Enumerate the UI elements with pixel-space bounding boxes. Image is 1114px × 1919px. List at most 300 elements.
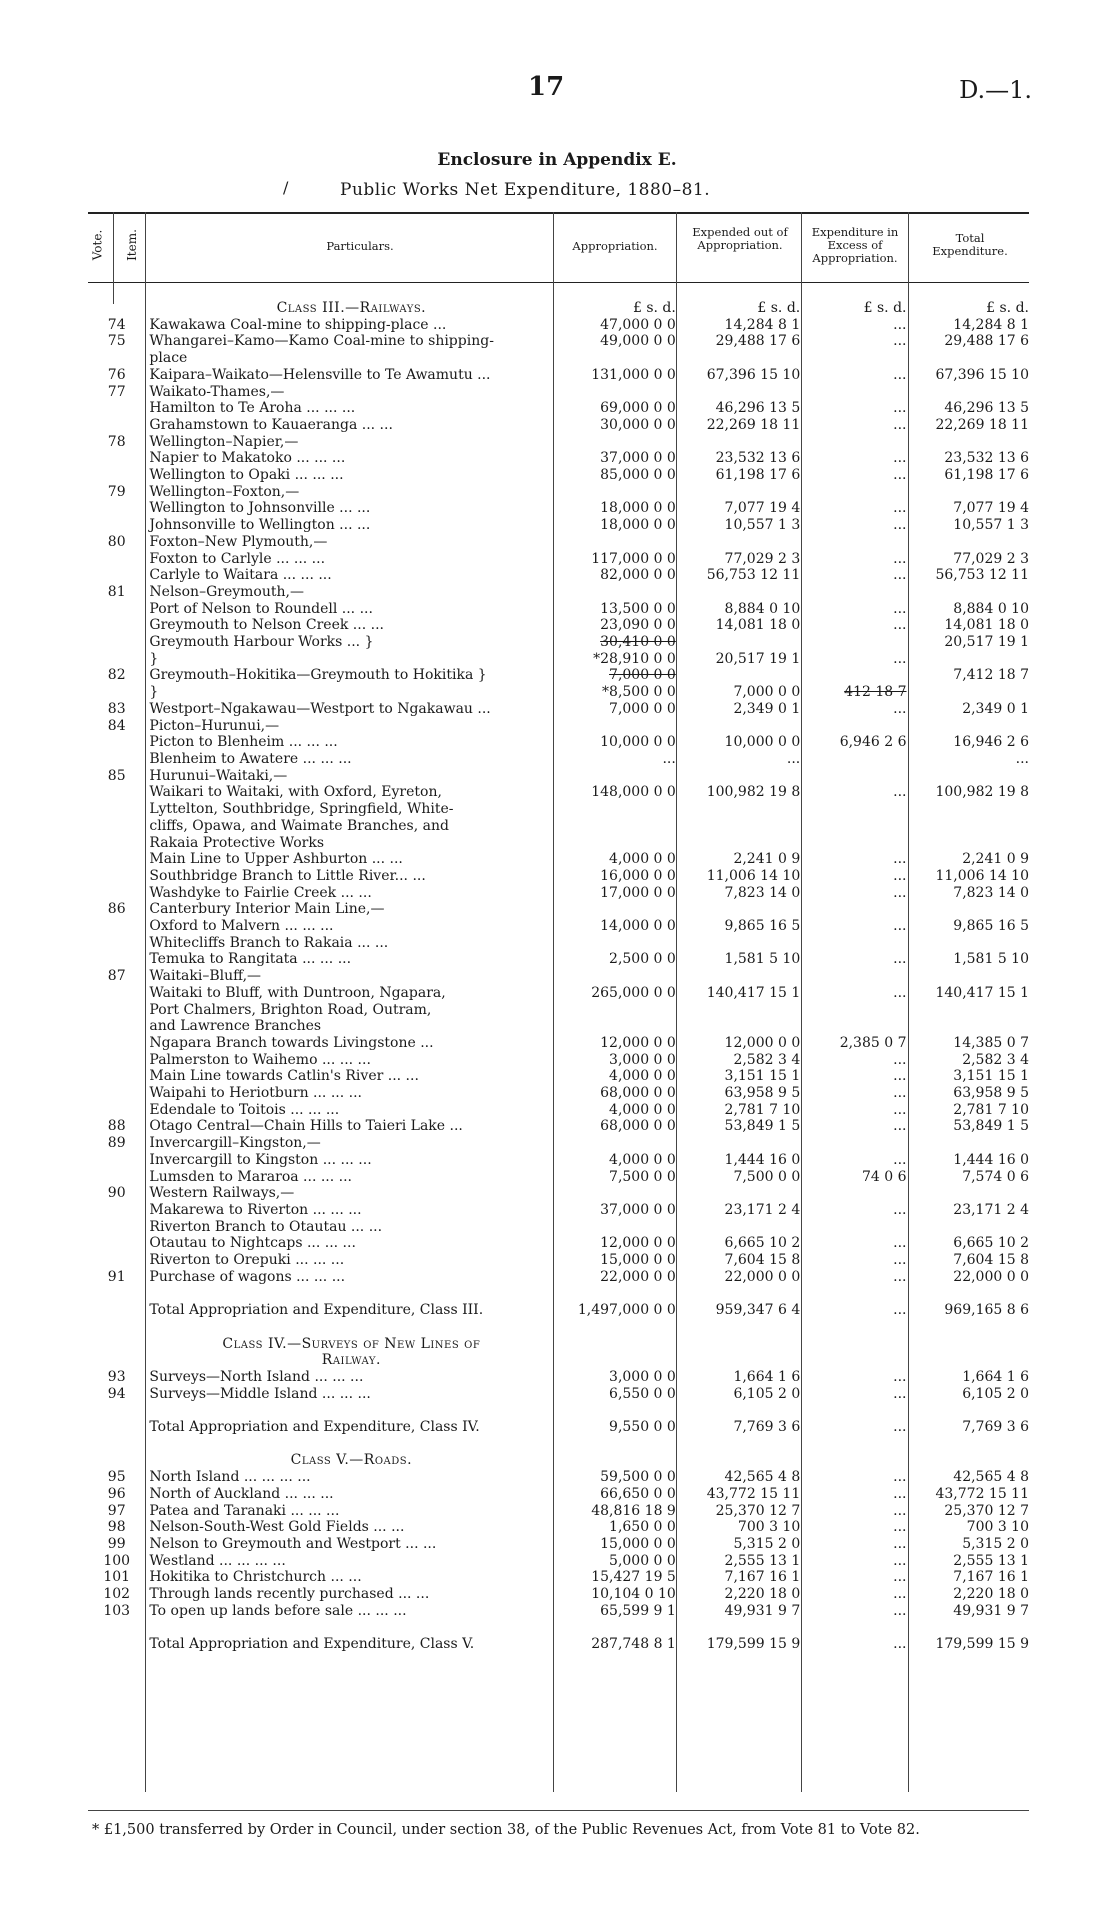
expended-cell: £ s. d. (757, 300, 801, 316)
vote-number (88, 517, 145, 534)
excess-cell: ... (893, 600, 907, 617)
vote-number: 76 (107, 366, 126, 383)
excess-cell: ... (893, 550, 907, 567)
vote-number (88, 868, 145, 885)
expended-cell: 20,517 19 1 (715, 650, 801, 667)
table-row (88, 1419, 1029, 1436)
vote-number: 79 (107, 483, 126, 500)
vote-number: 100 (103, 1552, 131, 1569)
vote-number (88, 1169, 145, 1186)
excess-cell (800, 1219, 906, 1236)
total-cell: 7,412 18 7 (953, 667, 1029, 684)
particulars-cell: Whangarei–Kamo—Kamo Coal-mine to shipping- (149, 333, 494, 350)
expended-cell: 7,167 16 1 (724, 1569, 801, 1586)
vote-number (88, 1219, 145, 1236)
appropriation-cell: 7,500 0 0 (609, 1168, 676, 1185)
vote-number: 75 (107, 333, 126, 350)
expended-cell (676, 1219, 800, 1236)
table-row (88, 1185, 1029, 1202)
total-cell: 56,753 12 11 (935, 567, 1029, 584)
particulars-cell: Picton–Hurunui,— (149, 717, 280, 734)
appropriation-cell (553, 1002, 676, 1019)
appropriation-cell (553, 935, 676, 952)
total-cell: 49,931 9 7 (953, 1602, 1029, 1619)
particulars-cell: Class IV.—Surveys of New Lines of (222, 1335, 481, 1352)
appropriation-cell: 49,000 0 0 (600, 333, 676, 350)
table-row (88, 450, 1029, 467)
table-row (88, 734, 1029, 751)
appropriation-cell: 15,000 0 0 (600, 1252, 676, 1269)
col-header-item: Item. (124, 229, 139, 261)
particulars-cell (145, 1319, 553, 1336)
expended-cell (676, 901, 800, 918)
total-cell: 11,006 14 10 (935, 867, 1029, 884)
excess-cell (800, 634, 906, 651)
vote-number: 98 (107, 1519, 126, 1536)
vote-number (88, 951, 145, 968)
expended-cell: 42,565 4 8 (724, 1469, 801, 1486)
vote-number: 78 (107, 433, 126, 450)
appropriation-cell: 1,497,000 0 0 (577, 1302, 676, 1319)
appropriation-cell: 6,550 0 0 (609, 1385, 676, 1402)
appropriation-cell: 66,650 0 0 (600, 1485, 676, 1502)
expended-cell: 2,582 3 4 (733, 1051, 801, 1068)
total-cell: 61,198 17 6 (944, 467, 1029, 484)
vote-number (88, 684, 145, 701)
appropriation-cell: 65,599 9 1 (600, 1602, 676, 1619)
expended-cell: 2,241 0 9 (733, 851, 801, 868)
excess-cell: 412 18 7 (844, 684, 907, 701)
excess-cell (800, 1018, 906, 1035)
table-row (88, 684, 1029, 701)
particulars-cell: Washdyke to Fairlie Creek ... ... (149, 884, 372, 901)
expended-cell (676, 634, 800, 651)
excess-cell (800, 801, 906, 818)
expended-cell: 22,269 18 11 (706, 416, 801, 433)
expended-cell: 25,370 12 7 (715, 1502, 801, 1519)
appropriation-cell (553, 801, 676, 818)
vote-number (88, 1052, 145, 1069)
table-row (88, 784, 1029, 801)
total-cell: 2,781 7 10 (953, 1101, 1029, 1118)
excess-cell: ... (893, 1302, 907, 1319)
appropriation-cell: 4,000 0 0 (609, 1151, 676, 1168)
total-cell: 22,000 0 0 (953, 1268, 1029, 1285)
appropriation-cell: 15,000 0 0 (600, 1535, 676, 1552)
excess-cell: ... (893, 416, 907, 433)
table-row (88, 1085, 1029, 1102)
excess-cell (800, 1002, 906, 1019)
particulars-cell: Nelson–Greymouth,— (149, 583, 304, 600)
table-row (88, 1169, 1029, 1186)
appropriation-cell: 265,000 0 0 (591, 984, 676, 1001)
table-row (88, 818, 1029, 835)
table-row (88, 835, 1029, 852)
vote-number (88, 350, 145, 367)
particulars-cell: Wellington to Opaki ... ... ... (149, 467, 344, 484)
appropriation-cell: 2,500 0 0 (609, 951, 676, 968)
particulars-cell: Waikato-Thames,— (149, 383, 285, 400)
total-cell (907, 1452, 1030, 1469)
excess-cell: ... (893, 1419, 907, 1436)
excess-cell: ... (893, 567, 907, 584)
appropriation-cell: 30,410 0 0 (600, 634, 676, 651)
particulars-cell: Westport–Ngakawau—Westport to Ngakawau ... (149, 700, 491, 717)
table-row (88, 400, 1029, 417)
expended-cell: 23,171 2 4 (724, 1201, 801, 1218)
total-cell: 6,665 10 2 (953, 1235, 1029, 1252)
table-row (88, 484, 1029, 501)
total-cell (907, 1352, 1030, 1369)
expended-cell: 23,532 13 6 (715, 450, 801, 467)
total-cell: 1,581 5 10 (953, 951, 1029, 968)
excess-cell (800, 901, 906, 918)
particulars-cell (145, 1436, 553, 1453)
excess-cell: ... (893, 1502, 907, 1519)
vote-number (88, 1636, 145, 1653)
table-row (88, 551, 1029, 568)
particulars-cell: Carlyle to Waitara ... ... ... (149, 567, 332, 584)
vote-number: 101 (103, 1569, 131, 1586)
vote-number: 89 (107, 1135, 126, 1152)
table-row (88, 1269, 1029, 1286)
particulars-cell: Foxton–New Plymouth,— (149, 533, 328, 550)
vote-number: 94 (107, 1385, 126, 1402)
expended-cell (676, 935, 800, 952)
total-cell: 63,958 9 5 (953, 1085, 1029, 1102)
appropriation-cell: 18,000 0 0 (600, 500, 676, 517)
total-cell (907, 484, 1030, 501)
particulars-cell: Greymouth–Hokitika—Greymouth to Hokitika } (149, 667, 487, 684)
col-header-total: Total Expenditure. (932, 231, 1008, 258)
col-header-particulars: Particulars. (326, 239, 394, 253)
excess-cell: ... (893, 517, 907, 534)
expended-cell (676, 434, 800, 451)
vote-number (88, 935, 145, 952)
excess-cell: ... (893, 316, 907, 333)
vote-number (88, 1302, 145, 1319)
particulars-cell: Blenheim to Awatere ... ... ... (149, 750, 352, 767)
appropriation-cell: 85,000 0 0 (600, 467, 676, 484)
particulars-cell: Class III.—Railways. (276, 300, 427, 316)
vote-number (88, 1018, 145, 1035)
expended-cell (676, 1402, 800, 1419)
table-row (88, 1536, 1029, 1553)
excess-cell: £ s. d. (863, 300, 907, 316)
particulars-cell: Nelson to Greymouth and Westport ... ... (149, 1535, 437, 1552)
excess-cell: ... (893, 1151, 907, 1168)
expended-cell: 7,077 19 4 (724, 500, 801, 517)
table-top-rule (88, 212, 1029, 214)
total-cell: 43,772 15 11 (935, 1485, 1029, 1502)
table-row (88, 968, 1029, 985)
total-cell: 77,029 2 3 (953, 550, 1029, 567)
vote-number (88, 1319, 145, 1336)
vote-number (88, 985, 145, 1002)
total-cell (907, 1285, 1030, 1302)
table-row (88, 651, 1029, 668)
table-row (88, 317, 1029, 334)
total-cell: 2,349 0 1 (962, 700, 1029, 717)
expended-cell (676, 1018, 800, 1035)
total-cell (907, 1319, 1030, 1336)
particulars-cell: To open up lands before sale ... ... ... (149, 1602, 407, 1619)
appropriation-cell (553, 1352, 676, 1369)
appropriation-cell (553, 1285, 676, 1302)
table-row (88, 534, 1029, 551)
table-row (88, 1452, 1029, 1469)
total-cell (907, 1402, 1030, 1419)
document-reference: D.—1. (959, 76, 1032, 104)
excess-cell: ... (893, 918, 907, 935)
expended-cell: 67,396 15 10 (706, 366, 801, 383)
total-cell: 23,171 2 4 (953, 1201, 1029, 1218)
appropriation-cell (553, 1336, 676, 1353)
expended-cell: 14,284 8 1 (724, 316, 801, 333)
total-cell (907, 534, 1030, 551)
total-cell: 8,884 0 10 (953, 600, 1029, 617)
table-row (88, 751, 1029, 768)
excess-cell (800, 1452, 906, 1469)
total-cell: 2,555 13 1 (953, 1552, 1029, 1569)
table-row (88, 1252, 1029, 1269)
particulars-cell: Total Appropriation and Expenditure, Class III. (149, 1302, 484, 1319)
expended-cell: 2,781 7 10 (724, 1101, 801, 1118)
excess-cell: ... (893, 1485, 907, 1502)
expended-cell: 1,444 16 0 (724, 1151, 801, 1168)
vote-number (88, 784, 145, 801)
table-row (88, 918, 1029, 935)
vote-number: 96 (107, 1485, 126, 1502)
appropriation-cell (553, 350, 676, 367)
excess-cell (800, 384, 906, 401)
table-row (88, 1586, 1029, 1603)
total-cell: 10,557 1 3 (953, 517, 1029, 534)
excess-cell: ... (893, 867, 907, 884)
excess-cell: ... (893, 700, 907, 717)
table-row (88, 300, 1029, 317)
excess-cell: ... (893, 1268, 907, 1285)
total-cell: 29,488 17 6 (944, 333, 1029, 350)
vote-number: 97 (107, 1502, 126, 1519)
appropriation-cell: 148,000 0 0 (591, 784, 676, 801)
total-cell (907, 818, 1030, 835)
total-cell (907, 901, 1030, 918)
excess-cell: ... (893, 1118, 907, 1135)
vote-number: 80 (107, 533, 126, 550)
total-cell: 14,284 8 1 (953, 316, 1029, 333)
particulars-cell (145, 1619, 553, 1636)
particulars-cell: Temuka to Rangitata ... ... ... (149, 951, 352, 968)
expended-cell: 43,772 15 11 (706, 1485, 801, 1502)
table-row (88, 1519, 1029, 1536)
vote-number: 82 (107, 667, 126, 684)
particulars-cell: Greymouth to Nelson Creek ... ... (149, 617, 384, 634)
expended-cell: 7,000 0 0 (733, 684, 801, 701)
expended-cell: 10,000 0 0 (724, 734, 801, 751)
total-cell: 700 3 10 (966, 1519, 1029, 1536)
total-cell: 23,532 13 6 (944, 450, 1029, 467)
appropriation-cell (553, 1018, 676, 1035)
table-row (88, 1302, 1029, 1319)
particulars-cell: Kaipara–Waikato—Helensville to Te Awamutu ... (149, 366, 491, 383)
total-cell: 14,081 18 0 (944, 617, 1029, 634)
vote-number (88, 885, 145, 902)
appropriation-cell: 4,000 0 0 (609, 851, 676, 868)
particulars-cell: Canterbury Interior Main Line,— (149, 901, 385, 918)
appropriation-cell (553, 1619, 676, 1636)
table-row (88, 985, 1029, 1002)
appropriation-cell (553, 768, 676, 785)
appropriation-cell (553, 534, 676, 551)
particulars-cell: Surveys—Middle Island ... ... ... (149, 1385, 371, 1402)
particulars-cell: Wellington–Napier,— (149, 433, 299, 450)
particulars-cell: Edendale to Toitois ... ... ... (149, 1101, 340, 1118)
excess-cell (800, 484, 906, 501)
table-row (88, 1135, 1029, 1152)
excess-cell: ... (893, 1385, 907, 1402)
particulars-cell: Waikari to Waitaki, with Oxford, Eyreton, (149, 784, 442, 801)
expended-cell: 29,488 17 6 (715, 333, 801, 350)
expenditure-table (88, 300, 1029, 1653)
table-row (88, 1352, 1029, 1369)
vote-number (88, 400, 145, 417)
table-row (88, 801, 1029, 818)
excess-cell: ... (893, 400, 907, 417)
vote-number (88, 601, 145, 618)
total-cell (907, 651, 1030, 668)
particulars-cell: Kawakawa Coal-mine to shipping-place ... (149, 316, 447, 333)
appropriation-cell: 131,000 0 0 (591, 366, 676, 383)
appropriation-cell: 117,000 0 0 (591, 550, 676, 567)
appropriation-cell: 7,000 0 0 (609, 667, 676, 684)
table-row (88, 1402, 1029, 1419)
appropriation-cell (553, 1402, 676, 1419)
appropriation-cell: 12,000 0 0 (600, 1034, 676, 1051)
vote-number (88, 818, 145, 835)
table-row (88, 634, 1029, 651)
appropriation-cell: 59,500 0 0 (600, 1469, 676, 1486)
appropriation-cell: 4,000 0 0 (609, 1068, 676, 1085)
total-cell: 100,982 19 8 (935, 784, 1029, 801)
particulars-cell: Lyttelton, Southbridge, Springfield, White- (149, 801, 454, 818)
total-cell: 20,517 19 1 (944, 634, 1029, 651)
total-cell (907, 1018, 1030, 1035)
expended-cell: 14,081 18 0 (715, 617, 801, 634)
appropriation-cell: 37,000 0 0 (600, 1201, 676, 1218)
footnote: * £1,500 transferred by Order in Council, under section 38, of the Public Revenues Act, from Vote 81 to Vote 82. (92, 1822, 920, 1838)
total-cell: 5,315 2 0 (962, 1535, 1029, 1552)
expended-cell (676, 584, 800, 601)
particulars-cell: Foxton to Carlyle ... ... ... (149, 550, 326, 567)
table-header-rule (88, 282, 1029, 283)
vote-number (88, 1152, 145, 1169)
expended-cell (676, 1135, 800, 1152)
particulars-cell: Wellington to Johnsonville ... ... (149, 500, 371, 517)
total-cell (907, 1185, 1030, 1202)
table-row (88, 1202, 1029, 1219)
vote-number (88, 417, 145, 434)
vote-number: 86 (107, 901, 126, 918)
vote-number (88, 617, 145, 634)
excess-cell (800, 1319, 906, 1336)
appropriation-cell: £ s. d. (632, 300, 676, 316)
expended-cell (676, 1336, 800, 1353)
expended-cell (676, 1452, 800, 1469)
particulars-cell: Port of Nelson to Roundell ... ... (149, 600, 373, 617)
excess-cell: ... (893, 984, 907, 1001)
expended-cell (676, 534, 800, 551)
excess-cell: ... (893, 1051, 907, 1068)
table-row (88, 701, 1029, 718)
excess-cell: ... (893, 1469, 907, 1486)
expended-cell (676, 968, 800, 985)
particulars-cell: } (149, 684, 159, 701)
expended-cell: 6,105 2 0 (733, 1385, 801, 1402)
appropriation-cell: 15,427 19 5 (591, 1569, 676, 1586)
expended-cell: 77,029 2 3 (724, 550, 801, 567)
total-cell: 22,269 18 11 (935, 416, 1029, 433)
expended-cell: 46,296 13 5 (715, 400, 801, 417)
particulars-cell: Greymouth Harbour Works ... } (149, 634, 374, 651)
excess-cell (800, 1402, 906, 1419)
total-cell: 42,565 4 8 (953, 1469, 1029, 1486)
vote-number (88, 1252, 145, 1269)
vote-number: 77 (107, 383, 126, 400)
vote-number (88, 918, 145, 935)
table-row (88, 901, 1029, 918)
expended-cell: 140,417 15 1 (706, 984, 801, 1001)
excess-cell: ... (893, 467, 907, 484)
vote-number: 85 (107, 767, 126, 784)
particulars-cell: Waitaki to Bluff, with Duntroon, Ngapara, (149, 984, 446, 1001)
vote-number (88, 1002, 145, 1019)
appropriation-cell: 23,090 0 0 (600, 617, 676, 634)
expended-cell: 100,982 19 8 (706, 784, 801, 801)
particulars-cell: Patea and Taranaki ... ... ... (149, 1502, 340, 1519)
table-row (88, 1235, 1029, 1252)
table-row (88, 384, 1029, 401)
excess-cell: ... (893, 617, 907, 634)
vote-number (88, 801, 145, 818)
total-cell (907, 434, 1030, 451)
particulars-cell: North of Auckland ... ... ... (149, 1485, 334, 1502)
appropriation-cell: 68,000 0 0 (600, 1118, 676, 1135)
expended-cell (676, 835, 800, 852)
excess-cell (800, 1336, 906, 1353)
appropriation-cell (553, 484, 676, 501)
expended-cell (676, 1002, 800, 1019)
table-row (88, 1018, 1029, 1035)
appropriation-cell: 82,000 0 0 (600, 567, 676, 584)
expended-cell (676, 768, 800, 785)
table-row (88, 601, 1029, 618)
excess-cell (800, 534, 906, 551)
total-cell (907, 350, 1030, 367)
excess-cell: 74 0 6 (861, 1168, 907, 1185)
total-cell: 7,574 0 6 (962, 1168, 1029, 1185)
particulars-cell: Port Chalmers, Brighton Road, Outram, (149, 1001, 432, 1018)
excess-cell: ... (893, 1085, 907, 1102)
particulars-cell: Picton to Blenheim ... ... ... (149, 734, 338, 751)
expended-cell (676, 667, 800, 684)
enclosure-title: Enclosure in Appendix E. (437, 150, 677, 170)
particulars-cell: Through lands recently purchased ... ... (149, 1586, 430, 1603)
appropriation-cell (553, 1219, 676, 1236)
excess-cell: ... (893, 1636, 907, 1653)
vote-number: 83 (107, 700, 126, 717)
expended-cell: 5,315 2 0 (733, 1535, 801, 1552)
